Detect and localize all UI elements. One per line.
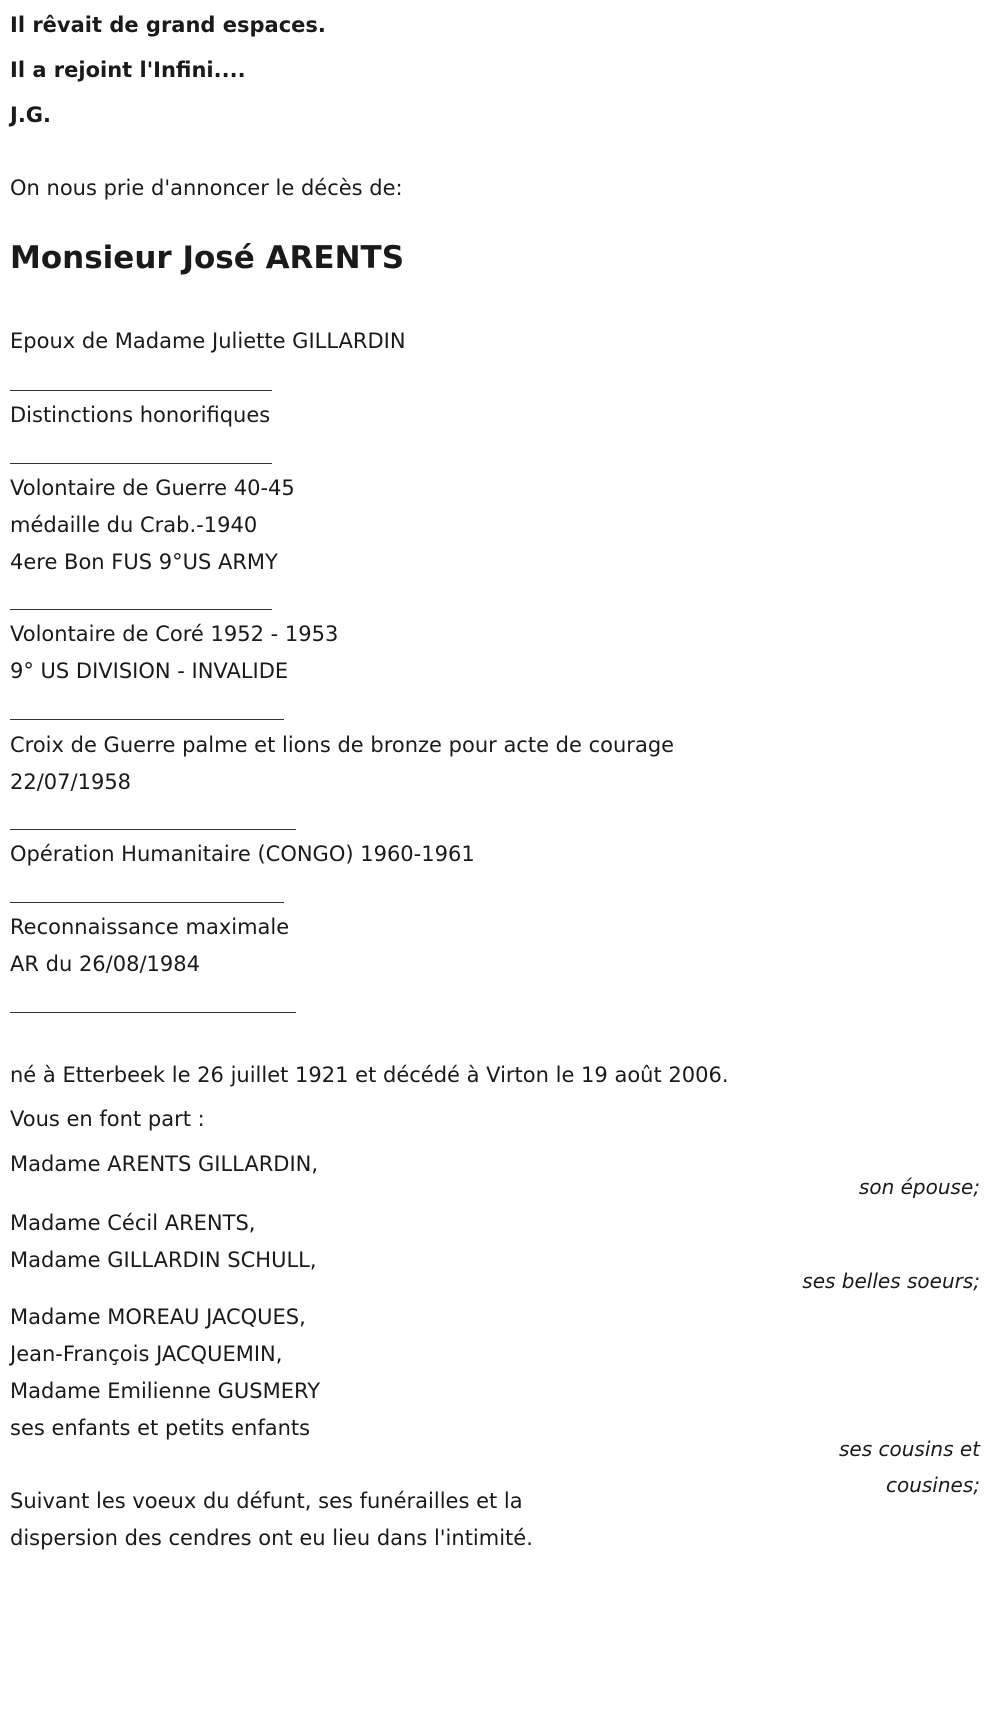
spouse-line: Epoux de Madame Juliette GILLARDIN [10,329,406,353]
family-role: cousines; [885,1473,980,1497]
separator [10,829,296,830]
distinction-item: Croix de Guerre palme et lions de bronze pour acte de courage [10,733,675,757]
family-name: ses enfants et petits enfants [10,1416,311,1440]
closing-line: Suivant les voeux du défunt, ses funérailles et la [10,1489,523,1513]
separator [10,1012,296,1013]
distinction-item: Volontaire de Guerre 40-45 [10,476,295,500]
birth-death-line: né à Etterbeek le 26 juillet 1921 et décédé à Virton le 19 août 2006. [10,1063,729,1087]
distinction-item: Opération Humanitaire (CONGO) 1960-1961 [10,842,475,866]
distinction-item: 4ere Bon FUS 9°US ARMY [10,550,278,574]
family-name: Madame ARENTS GILLARDIN, [10,1152,319,1176]
epigraph-line-1: Il rêvait de grand espaces. [10,13,326,37]
announcers-intro: Vous en font part : [10,1107,205,1131]
separator [10,609,272,610]
family-name: Jean-François JACQUEMIN, [10,1342,283,1366]
epigraph-signature: J.G. [10,103,52,127]
family-name: Madame MOREAU JACQUES, [10,1305,306,1329]
distinction-item: 9° US DIVISION - INVALIDE [10,659,289,683]
closing-line: dispersion des cendres ont eu lieu dans l'intimité. [10,1526,533,1550]
distinction-item: 22/07/1958 [10,770,132,794]
distinction-item: AR du 26/08/1984 [10,952,200,976]
family-role: ses belles soeurs; [802,1269,980,1293]
distinction-item: Reconnaissance maximale [10,915,290,939]
family-role: son épouse; [858,1175,980,1199]
intro-text: On nous prie d'annoncer le décès de: [10,176,403,200]
family-name: Madame Cécil ARENTS, [10,1211,256,1235]
deceased-name: Monsieur José ARENTS [10,240,405,276]
family-role: ses cousins et [839,1437,980,1461]
distinction-item: médaille du Crab.-1940 [10,513,258,537]
separator [10,463,272,464]
epigraph-line-2: Il a rejoint l'Infini.... [10,58,246,82]
family-name: Madame Emilienne GUSMERY [10,1379,321,1403]
separator [10,902,284,903]
separator [10,719,284,720]
distinction-item: Volontaire de Coré 1952 - 1953 [10,622,339,646]
distinctions-heading: Distinctions honorifiques [10,403,271,427]
family-name: Madame GILLARDIN SCHULL, [10,1248,317,1272]
separator [10,390,272,391]
